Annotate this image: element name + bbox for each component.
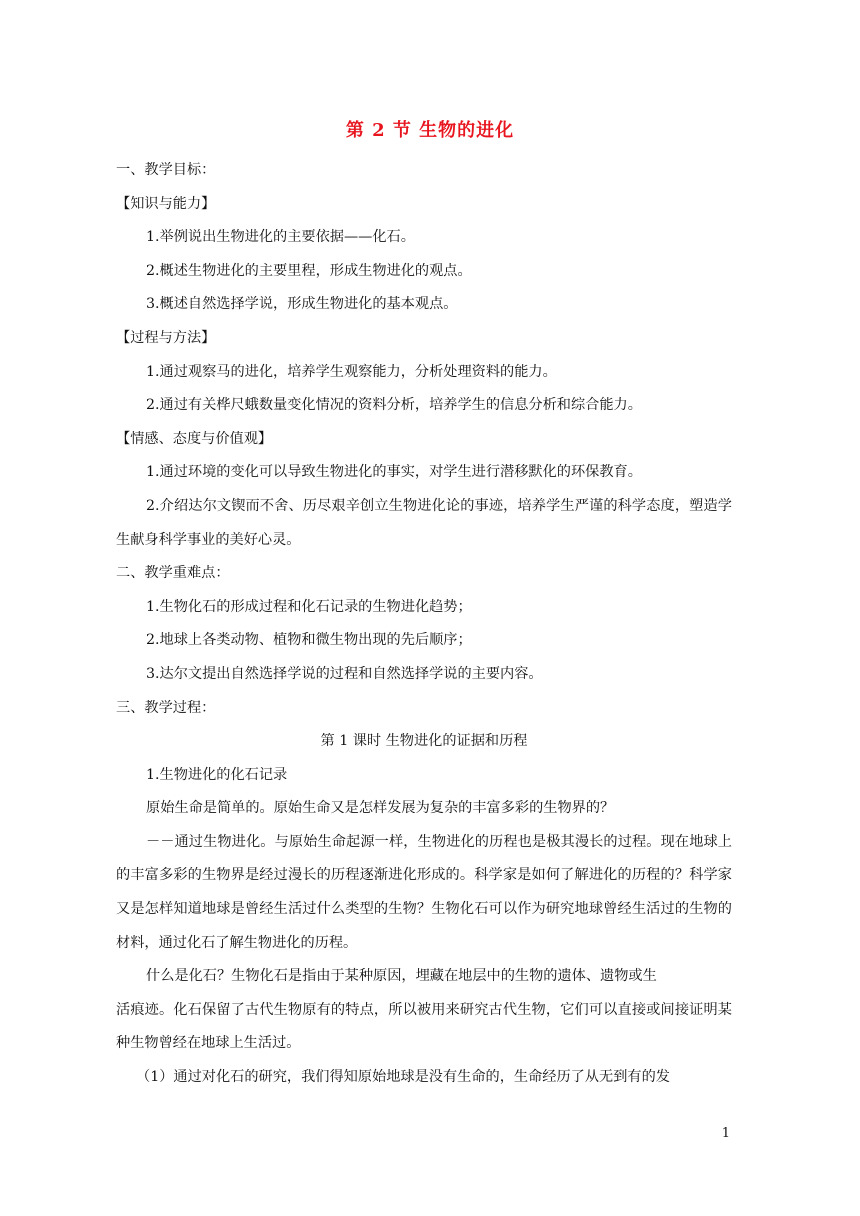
subsection-heading: 【情感、态度与价值观】 (116, 430, 273, 447)
list-item: 3.达尔文提出自然选择学说的过程和自然选择学说的主要内容。 (146, 665, 543, 682)
paragraph: 活痕迹。化石保留了古代生物原有的特点，所以被用来研究古代生物，它们可以直接或间接证明某种生物曾经在地球上生活过。 (116, 1001, 732, 1052)
section-heading: 二、教学重难点： (116, 565, 230, 582)
list-item: 1.通过观察马的进化，培养学生观察能力，分析处理资料的能力。 (146, 363, 557, 380)
page-title: 第 2 节 生物的进化 (345, 120, 515, 141)
list-item: 1.生物化石的形成过程和化石记录的生物进化趋势； (146, 598, 472, 615)
list-item: 2.介绍达尔文锲而不舍、历尽艰辛创立生物进化论的事迹，培养学生严谨的科学态度，塑造学生献身科学事业的美好心灵。 (116, 497, 732, 548)
lesson-heading: 第 1 课时 生物进化的证据和历程 (320, 733, 528, 750)
paragraph: －－通过生物进化。与原始生命起源一样，生物进化的历程也是极其漫长的过程。现在地球上的丰富多彩的生物界是经过漫长的历程逐渐进化形成的。科学家是如何了解进化的历程的？科学家又是怎样知道地球是曾经生活过什么类型的生物？生物化石可以作为研究地球曾经生活过的生物的材料，通过化石了解生物进化的历程。 (116, 833, 732, 951)
list-item: 1.举例说出生物进化的主要依据——化石。 (146, 229, 415, 246)
list-item: 3.概述自然选择学说，形成生物进化的基本观点。 (146, 296, 458, 313)
section-heading: 三、教学过程： (116, 699, 216, 716)
subsection-heading: 【知识与能力】 (116, 195, 216, 212)
section-heading: 一、教学目标： (116, 162, 216, 178)
document-body (116, 154, 732, 1095)
list-item: 1.通过环境的变化可以导致生物进化的事实，对学生进行潜移默化的环保教育。 (146, 464, 642, 481)
list-item: 1.生物进化的化石记录 (146, 766, 288, 783)
subsection-heading: 【过程与方法】 (116, 329, 216, 346)
list-item: 2.概述生物进化的主要里程，形成生物进化的观点。 (146, 262, 472, 279)
list-item: 2.地球上各类动物、植物和微生物出现的先后顺序； (146, 632, 472, 649)
paragraph: 原始生命是简单的。原始生命又是怎样发展为复杂的丰富多彩的生物界的？ (146, 800, 615, 817)
paragraph: （1）通过对化石的研究，我们得知原始地球是没有生命的，生命经历了从无到有的发 (136, 1069, 670, 1086)
page-number: 1 (721, 1126, 730, 1141)
paragraph: 什么是化石？生物化石是指由于某种原因，埋藏在地层中的生物的遗体、遗物或生 (146, 968, 657, 985)
list-item: 2.通过有关桦尺蛾数量变化情况的资料分析，培养学生的信息分析和综合能力。 (146, 397, 642, 414)
